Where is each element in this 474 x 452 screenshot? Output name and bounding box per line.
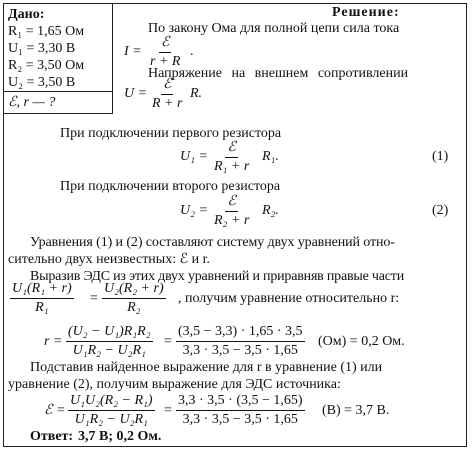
answer-value: 3,7 В; 0,2 Ом. <box>78 429 162 444</box>
r-numeric-denominator: 3,3 · 3,5 − 3,5 · 1,65 <box>182 343 298 358</box>
eq1-end: R₁. <box>262 149 279 164</box>
ohm-end: . <box>190 44 194 59</box>
emf-numeric-denominator: 3,3 · 3,5 − 3,5 · 1,65 <box>182 412 298 427</box>
intro-text: По закону Ома для полной цепи сила тока <box>148 21 400 36</box>
ohm-fraction <box>150 36 180 69</box>
volt-denominator: R + r <box>152 96 183 111</box>
emf-lhs: ℰ = <box>44 403 66 418</box>
emf-denominator: U₁R₂ − U₂R₁ <box>74 412 148 427</box>
eq2-tag: (2) <box>432 203 449 218</box>
emf-equals: = <box>164 403 172 418</box>
ohm-numerator: ℰ <box>159 36 171 53</box>
answer-label: Ответ: <box>30 429 74 444</box>
eq2-denominator: R₂ + r <box>214 213 250 228</box>
eq1-fraction <box>214 141 249 174</box>
given-divider <box>3 91 113 92</box>
given-bottom-rule <box>3 113 113 114</box>
para2-line1: Выразив ЭДС из этих двух уравнений и приравняв правые части <box>30 269 405 284</box>
r-result: (Ом) = 0,2 Ом. <box>318 334 405 349</box>
ohm-lhs: I = <box>124 44 142 59</box>
ohm-denominator: r + R <box>150 54 181 69</box>
volt-lhs: U = <box>124 86 148 101</box>
given-vertical-rule <box>112 3 113 114</box>
r-numeric-fraction <box>176 325 305 358</box>
eq1-denominator: R₁ + r <box>214 159 250 174</box>
emf-numeric-numerator: 3,3 · 3,5 · (3,5 − 1,65) <box>176 394 305 411</box>
r-equals: = <box>164 334 172 349</box>
ratio-text: , получим уравнение относительно r: <box>178 291 400 306</box>
eq1-lhs: U₁ = <box>180 149 208 164</box>
given-find: ℰ, r — ? <box>8 95 56 110</box>
eq2-lhs: U₂ = <box>180 203 208 218</box>
para3-line1: Подставив найденное выражение для r в уравнение (1) или <box>30 360 383 375</box>
emf-numerator: U₁U₂(R₂ − R₁) <box>68 394 155 411</box>
ratio-equals: = <box>90 291 98 306</box>
r-numerator: (U₂ − U₁)R₁R₂ <box>66 325 153 342</box>
emf-result: (В) = 3,7 В. <box>322 403 390 418</box>
ratio1-fraction <box>10 282 74 315</box>
given-u2: U₂ = 3,50 В <box>8 75 76 90</box>
second-text: При подключении второго резистора <box>60 179 281 194</box>
solution-title: Решение: <box>332 5 400 20</box>
eq2-numerator: ℰ <box>225 195 237 212</box>
r-lhs: r = <box>44 334 63 349</box>
eq2-end: R₂. <box>262 203 279 218</box>
emf-numeric-fraction <box>176 394 305 427</box>
volt-end: R. <box>190 86 203 101</box>
eq1-numerator: ℰ <box>225 141 237 158</box>
para3-line2: уравнение (2), получим выражение для ЭДС источника: <box>8 377 341 392</box>
ratio2-fraction <box>102 282 166 315</box>
ratio1-numerator: U₁(R₁ + r) <box>10 282 74 299</box>
emf-fraction <box>68 394 155 427</box>
ratio2-numerator: U₂(R₂ + r) <box>102 282 166 299</box>
given-r2: R₂ = 3,50 Ом <box>8 58 85 73</box>
eq2-fraction <box>214 195 249 228</box>
eq1-tag: (1) <box>432 149 449 164</box>
r-denominator: U₁R₂ − U₂R₁ <box>72 343 146 358</box>
r-numeric-numerator: (3,5 − 3,3) · 1,65 · 3,5 <box>176 325 305 342</box>
first-text: При подключении первого резистора <box>60 126 282 141</box>
r-fraction <box>66 325 153 358</box>
volt-numerator: ℰ <box>161 78 173 95</box>
para1-line2: сительно двух неизвестных: ℰ и r. <box>8 252 210 267</box>
given-title: Дано: <box>8 7 45 22</box>
given-r1: R₁ = 1,65 Ом <box>8 24 85 39</box>
given-u1: U₁ = 3,30 В <box>8 41 76 56</box>
ratio2-denominator: R₂ <box>127 300 141 315</box>
volt-fraction <box>152 78 182 111</box>
voltage-text: Напряжение на внешнем сопротивлении <box>148 66 409 81</box>
ratio1-denominator: R₁ <box>35 300 49 315</box>
para1-line1: Уравнения (1) и (2) составляют систему двух уравнений отно- <box>30 235 395 250</box>
